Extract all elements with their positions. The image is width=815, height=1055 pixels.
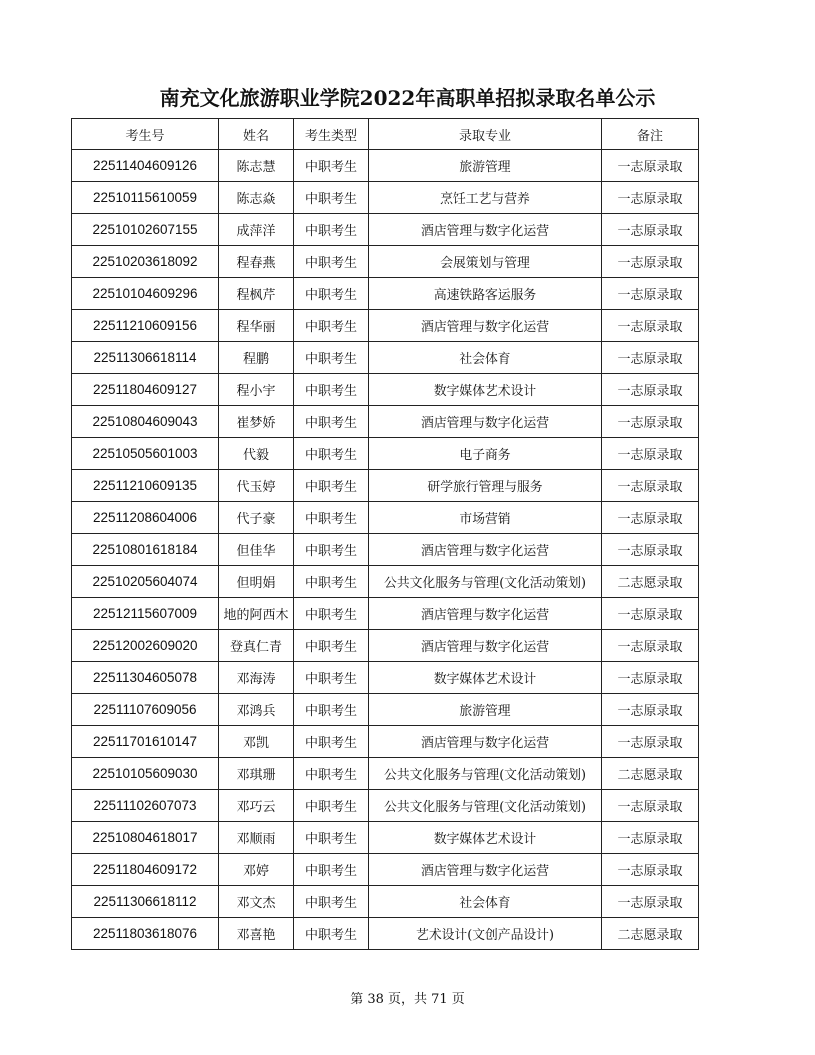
table-row <box>72 822 699 854</box>
cell-exam-id: 22511306618112 <box>72 886 219 918</box>
cell-admitted-major: 艺术设计(文创产品设计) <box>369 918 602 950</box>
cell-admitted-major: 会展策划与管理 <box>369 246 602 278</box>
cell-exam-id: 22511804609127 <box>72 374 219 406</box>
cell-exam-id: 22511306618114 <box>72 342 219 374</box>
cell-note: 一志原录取 <box>602 790 699 822</box>
table-row <box>72 662 699 694</box>
cell-exam-id: 22511210609135 <box>72 470 219 502</box>
cell-name: 邓海涛 <box>219 662 294 694</box>
header-exam-id: 考生号 <box>72 119 219 150</box>
cell-exam-id: 22510205604074 <box>72 566 219 598</box>
cell-exam-id: 22510804609043 <box>72 406 219 438</box>
table-row <box>72 758 699 790</box>
cell-exam-id: 22510105609030 <box>72 758 219 790</box>
cell-name: 崔梦娇 <box>219 406 294 438</box>
cell-candidate-type: 中职考生 <box>294 918 369 950</box>
cell-note: 一志原录取 <box>602 822 699 854</box>
cell-admitted-major: 公共文化服务与管理(文化活动策划) <box>369 566 602 598</box>
cell-note: 一志原录取 <box>602 886 699 918</box>
cell-note: 二志愿录取 <box>602 566 699 598</box>
cell-candidate-type: 中职考生 <box>294 758 369 790</box>
table-row <box>72 598 699 630</box>
cell-exam-id: 22512115607009 <box>72 598 219 630</box>
cell-name: 邓凯 <box>219 726 294 758</box>
admission-table <box>71 118 699 950</box>
cell-note: 一志原录取 <box>602 694 699 726</box>
cell-note: 一志原录取 <box>602 246 699 278</box>
cell-candidate-type: 中职考生 <box>294 406 369 438</box>
table-row <box>72 918 699 950</box>
cell-admitted-major: 旅游管理 <box>369 150 602 182</box>
cell-admitted-major: 酒店管理与数字化运营 <box>369 534 602 566</box>
cell-name: 代毅 <box>219 438 294 470</box>
cell-admitted-major: 社会体育 <box>369 886 602 918</box>
cell-note: 一志原录取 <box>602 342 699 374</box>
cell-candidate-type: 中职考生 <box>294 342 369 374</box>
table-row <box>72 630 699 662</box>
cell-note: 一志原录取 <box>602 374 699 406</box>
table-row <box>72 790 699 822</box>
table-row <box>72 310 699 342</box>
cell-candidate-type: 中职考生 <box>294 150 369 182</box>
cell-exam-id: 22510203618092 <box>72 246 219 278</box>
page-title: 南充文化旅游职业学院2022年高职单招拟录取名单公示 <box>159 86 656 110</box>
cell-admitted-major: 烹饪工艺与营养 <box>369 182 602 214</box>
cell-name: 程鹏 <box>219 342 294 374</box>
cell-note: 一志原录取 <box>602 182 699 214</box>
cell-exam-id: 22510102607155 <box>72 214 219 246</box>
cell-admitted-major: 酒店管理与数字化运营 <box>369 854 602 886</box>
header-note: 备注 <box>602 119 699 150</box>
cell-candidate-type: 中职考生 <box>294 502 369 534</box>
cell-candidate-type: 中职考生 <box>294 278 369 310</box>
cell-note: 一志原录取 <box>602 502 699 534</box>
cell-candidate-type: 中职考生 <box>294 886 369 918</box>
table-row <box>72 406 699 438</box>
cell-name: 但佳华 <box>219 534 294 566</box>
cell-name: 程华丽 <box>219 310 294 342</box>
cell-note: 一志原录取 <box>602 310 699 342</box>
cell-admitted-major: 公共文化服务与管理(文化活动策划) <box>369 758 602 790</box>
cell-name: 成萍洋 <box>219 214 294 246</box>
cell-name: 邓鸿兵 <box>219 694 294 726</box>
cell-candidate-type: 中职考生 <box>294 822 369 854</box>
cell-admitted-major: 电子商务 <box>369 438 602 470</box>
cell-admitted-major: 公共文化服务与管理(文化活动策划) <box>369 790 602 822</box>
table-row <box>72 342 699 374</box>
cell-candidate-type: 中职考生 <box>294 438 369 470</box>
cell-candidate-type: 中职考生 <box>294 662 369 694</box>
cell-note: 一志原录取 <box>602 726 699 758</box>
cell-exam-id: 22510115610059 <box>72 182 219 214</box>
cell-name: 邓巧云 <box>219 790 294 822</box>
table-row <box>72 438 699 470</box>
cell-note: 一志原录取 <box>602 662 699 694</box>
cell-name: 陈志慧 <box>219 150 294 182</box>
table-row <box>72 694 699 726</box>
cell-name: 邓婷 <box>219 854 294 886</box>
page-footer: 第 38 页，共 71 页 <box>350 992 465 1007</box>
table-row <box>72 886 699 918</box>
cell-candidate-type: 中职考生 <box>294 854 369 886</box>
cell-exam-id: 22511208604006 <box>72 502 219 534</box>
cell-admitted-major: 社会体育 <box>369 342 602 374</box>
cell-candidate-type: 中职考生 <box>294 566 369 598</box>
cell-note: 一志原录取 <box>602 534 699 566</box>
cell-name: 邓顺雨 <box>219 822 294 854</box>
cell-exam-id: 22511304605078 <box>72 662 219 694</box>
cell-name: 地的阿西木 <box>219 598 294 630</box>
cell-candidate-type: 中职考生 <box>294 694 369 726</box>
cell-note: 一志原录取 <box>602 406 699 438</box>
cell-name: 程枫芹 <box>219 278 294 310</box>
cell-name: 代玉婷 <box>219 470 294 502</box>
header-name: 姓名 <box>219 119 294 150</box>
cell-name: 陈志焱 <box>219 182 294 214</box>
cell-admitted-major: 酒店管理与数字化运营 <box>369 598 602 630</box>
cell-admitted-major: 数字媒体艺术设计 <box>369 822 602 854</box>
cell-exam-id: 22510104609296 <box>72 278 219 310</box>
cell-note: 二志愿录取 <box>602 758 699 790</box>
cell-exam-id: 22511102607073 <box>72 790 219 822</box>
cell-exam-id: 22510801618184 <box>72 534 219 566</box>
cell-candidate-type: 中职考生 <box>294 246 369 278</box>
cell-name: 程小宇 <box>219 374 294 406</box>
cell-admitted-major: 数字媒体艺术设计 <box>369 374 602 406</box>
table-row <box>72 534 699 566</box>
cell-exam-id: 22511804609172 <box>72 854 219 886</box>
cell-exam-id: 22510505601003 <box>72 438 219 470</box>
cell-exam-id: 22510804618017 <box>72 822 219 854</box>
cell-name: 邓喜艳 <box>219 918 294 950</box>
header-candidate-type: 考生类型 <box>294 119 369 150</box>
header-admitted-major: 录取专业 <box>369 119 602 150</box>
cell-admitted-major: 旅游管理 <box>369 694 602 726</box>
cell-candidate-type: 中职考生 <box>294 726 369 758</box>
table-row <box>72 854 699 886</box>
cell-name: 登真仁青 <box>219 630 294 662</box>
cell-note: 一志原录取 <box>602 470 699 502</box>
table-row <box>72 278 699 310</box>
cell-candidate-type: 中职考生 <box>294 214 369 246</box>
cell-note: 二志愿录取 <box>602 918 699 950</box>
cell-admitted-major: 高速铁路客运服务 <box>369 278 602 310</box>
cell-exam-id: 22511210609156 <box>72 310 219 342</box>
cell-name: 程春燕 <box>219 246 294 278</box>
cell-note: 一志原录取 <box>602 598 699 630</box>
table-row <box>72 566 699 598</box>
cell-admitted-major: 酒店管理与数字化运营 <box>369 630 602 662</box>
cell-candidate-type: 中职考生 <box>294 310 369 342</box>
cell-admitted-major: 酒店管理与数字化运营 <box>369 406 602 438</box>
cell-exam-id: 22511803618076 <box>72 918 219 950</box>
cell-admitted-major: 研学旅行管理与服务 <box>369 470 602 502</box>
cell-admitted-major: 酒店管理与数字化运营 <box>369 310 602 342</box>
cell-candidate-type: 中职考生 <box>294 598 369 630</box>
cell-note: 一志原录取 <box>602 214 699 246</box>
cell-name: 邓文杰 <box>219 886 294 918</box>
cell-note: 一志原录取 <box>602 278 699 310</box>
cell-name: 但明娟 <box>219 566 294 598</box>
table-row <box>72 246 699 278</box>
cell-candidate-type: 中职考生 <box>294 790 369 822</box>
cell-admitted-major: 酒店管理与数字化运营 <box>369 214 602 246</box>
table-body <box>72 150 699 950</box>
cell-candidate-type: 中职考生 <box>294 182 369 214</box>
table-row <box>72 726 699 758</box>
cell-candidate-type: 中职考生 <box>294 374 369 406</box>
table-row <box>72 502 699 534</box>
cell-candidate-type: 中职考生 <box>294 534 369 566</box>
cell-name: 代子豪 <box>219 502 294 534</box>
table-row <box>72 374 699 406</box>
cell-note: 一志原录取 <box>602 630 699 662</box>
cell-note: 一志原录取 <box>602 438 699 470</box>
table-row <box>72 150 699 182</box>
cell-exam-id: 22511107609056 <box>72 694 219 726</box>
table-header-row <box>72 119 699 150</box>
cell-candidate-type: 中职考生 <box>294 630 369 662</box>
cell-note: 一志原录取 <box>602 150 699 182</box>
cell-exam-id: 22511701610147 <box>72 726 219 758</box>
table-row <box>72 214 699 246</box>
cell-admitted-major: 市场营销 <box>369 502 602 534</box>
cell-exam-id: 22512002609020 <box>72 630 219 662</box>
cell-exam-id: 22511404609126 <box>72 150 219 182</box>
cell-name: 邓琪珊 <box>219 758 294 790</box>
cell-admitted-major: 酒店管理与数字化运营 <box>369 726 602 758</box>
cell-note: 一志原录取 <box>602 854 699 886</box>
cell-candidate-type: 中职考生 <box>294 470 369 502</box>
table-row <box>72 470 699 502</box>
cell-admitted-major: 数字媒体艺术设计 <box>369 662 602 694</box>
table-row <box>72 182 699 214</box>
